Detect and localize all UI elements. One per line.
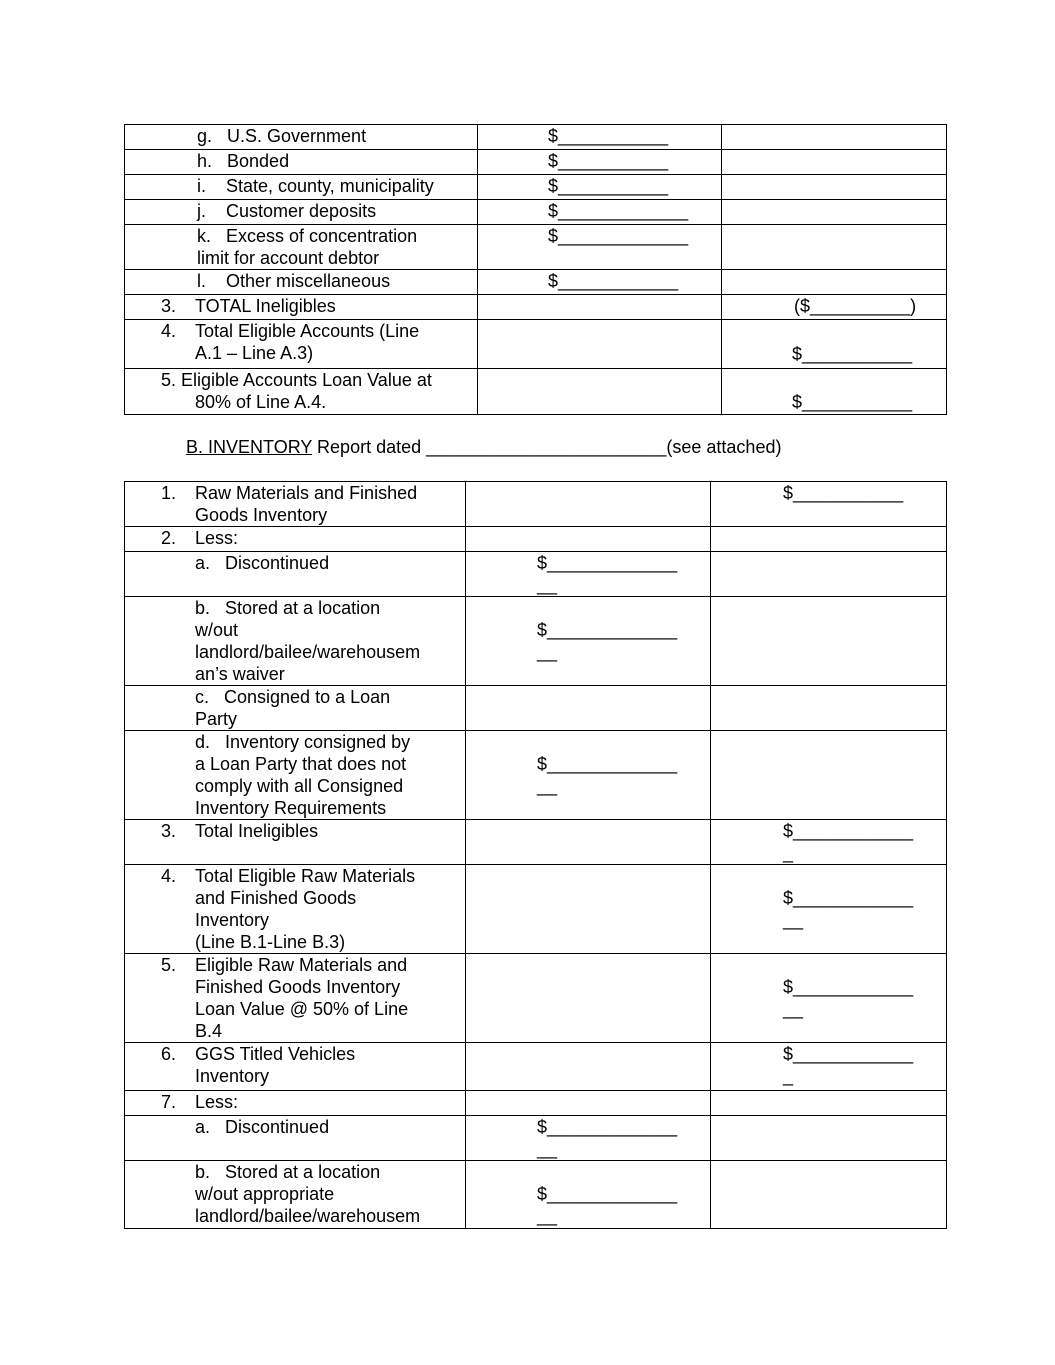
amount-field[interactable]: $____________ xyxy=(783,888,914,908)
amount-field[interactable]: $_____________ xyxy=(537,553,678,573)
row-label: d. Inventory consigned by xyxy=(195,732,411,752)
amount-field[interactable]: $___________ xyxy=(548,126,669,146)
amount-field[interactable]: $_____________ xyxy=(548,201,689,221)
row-label: Less: xyxy=(195,1092,239,1112)
amount-field[interactable]: $_____________ xyxy=(537,1184,678,1204)
row-label-cont: w/out xyxy=(195,620,239,640)
amount-field-cont: __ xyxy=(537,642,558,662)
table-row xyxy=(125,200,947,225)
table-row xyxy=(125,482,947,527)
row-number: 1. xyxy=(161,483,177,503)
row-label-cont: Inventory Requirements xyxy=(195,798,387,818)
row-label: TOTAL Ineligibles xyxy=(195,296,336,316)
amount-field[interactable]: $_____________ xyxy=(537,620,678,640)
row-number: 4. xyxy=(161,321,177,341)
row-number: 4. xyxy=(161,866,177,886)
amount-field[interactable]: $____________ xyxy=(783,977,914,997)
table-row xyxy=(125,865,947,954)
row-label: Less: xyxy=(195,528,239,548)
amount-field-cont: __ xyxy=(537,1206,558,1226)
row-label-cont: landlord/bailee/warehousem xyxy=(195,642,421,662)
loan-value-field[interactable]: $___________ xyxy=(792,392,913,412)
row-label: Eligible Raw Materials and xyxy=(195,955,408,975)
table-row xyxy=(125,597,947,686)
row-label-cont: a Loan Party that does not xyxy=(195,754,407,774)
row-label: Total Eligible Raw Materials xyxy=(195,866,416,886)
row-label: a. Discontinued xyxy=(195,553,330,573)
row-label-cont: Loan Value @ 50% of Line xyxy=(195,999,409,1019)
eligible-accounts-table xyxy=(124,124,947,415)
row-label: b. Stored at a location xyxy=(195,598,381,618)
row-label: g. U.S. Government xyxy=(197,126,367,146)
row-number: 3. xyxy=(161,821,177,841)
amount-field-cont: _ xyxy=(783,1066,794,1086)
table-row xyxy=(125,1043,947,1091)
table-row xyxy=(125,1091,947,1116)
row-number: 6. xyxy=(161,1044,177,1064)
amount-field-cont: __ xyxy=(783,999,804,1019)
row-label-cont: 80% of Line A.4. xyxy=(195,392,327,412)
row-number: 3. xyxy=(161,296,177,316)
report-date-field[interactable]: ________________________ xyxy=(426,437,667,457)
amount-field-cont: _ xyxy=(783,843,794,863)
inventory-section-header xyxy=(186,437,781,458)
row-number: 7. xyxy=(161,1092,177,1112)
total-eligible-field[interactable]: $___________ xyxy=(792,344,913,364)
table-row xyxy=(125,1116,947,1161)
row-label: Raw Materials and Finished xyxy=(195,483,418,503)
row-number: 5. xyxy=(161,955,177,975)
row-label: k. Excess of concentration xyxy=(197,226,418,246)
row-label-cont: an’s waiver xyxy=(195,664,285,684)
report-dated-label: Report dated xyxy=(312,437,427,457)
table-row xyxy=(125,369,947,415)
row-label-cont: comply with all Consigned xyxy=(195,776,404,796)
row-label-cont: (Line B.1-Line B.3) xyxy=(195,932,346,952)
row-label: a. Discontinued xyxy=(195,1117,330,1137)
row-label-cont: Finished Goods Inventory xyxy=(195,977,401,997)
row-label: c. Consigned to a Loan xyxy=(195,687,391,707)
row-label-cont: Party xyxy=(195,709,238,729)
table-row xyxy=(125,175,947,200)
amount-field[interactable]: $_____________ xyxy=(537,1117,678,1137)
table-row xyxy=(125,954,947,1043)
row-label-cont: limit for account debtor xyxy=(197,248,380,268)
row-label-cont: Inventory xyxy=(195,910,270,930)
table-row xyxy=(125,225,947,270)
table-row xyxy=(125,686,947,731)
table-row xyxy=(125,552,947,597)
row-label: l. Other miscellaneous xyxy=(197,271,391,291)
row-label: GGS Titled Vehicles xyxy=(195,1044,356,1064)
amount-field[interactable]: $____________ xyxy=(783,821,914,841)
amount-field[interactable]: $_____________ xyxy=(537,754,678,774)
row-label: 5. Eligible Accounts Loan Value at xyxy=(161,370,432,390)
amount-field[interactable]: $_____________ xyxy=(548,226,689,246)
row-label-cont: A.1 – Line A.3) xyxy=(195,343,314,363)
table-row xyxy=(125,125,947,150)
row-label-cont: landlord/bailee/warehousem xyxy=(195,1206,421,1226)
row-label-cont: w/out appropriate xyxy=(195,1184,335,1204)
table-row xyxy=(125,150,947,175)
section-title: B. INVENTORY xyxy=(186,437,313,457)
amount-field[interactable]: $___________ xyxy=(548,176,669,196)
row-label-cont: B.4 xyxy=(195,1021,223,1041)
row-label-cont: Inventory xyxy=(195,1066,270,1086)
amount-field-cont: __ xyxy=(783,910,804,930)
amount-field[interactable]: $___________ xyxy=(548,151,669,171)
table-row xyxy=(125,731,947,820)
row-label: j. Customer deposits xyxy=(197,201,377,221)
table-row xyxy=(125,820,947,865)
amount-field-cont: __ xyxy=(537,575,558,595)
row-label: Total Eligible Accounts (Line xyxy=(195,321,420,341)
table-row xyxy=(125,295,947,320)
amount-field[interactable]: $___________ xyxy=(783,483,904,503)
row-label: Total Ineligibles xyxy=(195,821,319,841)
inventory-table xyxy=(124,481,947,1229)
row-label-cont: Goods Inventory xyxy=(195,505,328,525)
row-label-cont: and Finished Goods xyxy=(195,888,357,908)
row-label: i. State, county, municipality xyxy=(197,176,434,196)
amount-field[interactable]: $____________ xyxy=(548,271,679,291)
amount-field[interactable]: $____________ xyxy=(783,1044,914,1064)
total-ineligibles-field[interactable]: ($__________) xyxy=(794,296,917,316)
table-row xyxy=(125,320,947,369)
table-row xyxy=(125,527,947,552)
table-row xyxy=(125,1161,947,1229)
row-label: b. Stored at a location xyxy=(195,1162,381,1182)
amount-field-cont: __ xyxy=(537,1139,558,1159)
see-attached-label: (see attached) xyxy=(666,437,782,457)
table-row xyxy=(125,270,947,295)
row-number: 2. xyxy=(161,528,177,548)
amount-field-cont: __ xyxy=(537,776,558,796)
row-label: h. Bonded xyxy=(197,151,290,171)
